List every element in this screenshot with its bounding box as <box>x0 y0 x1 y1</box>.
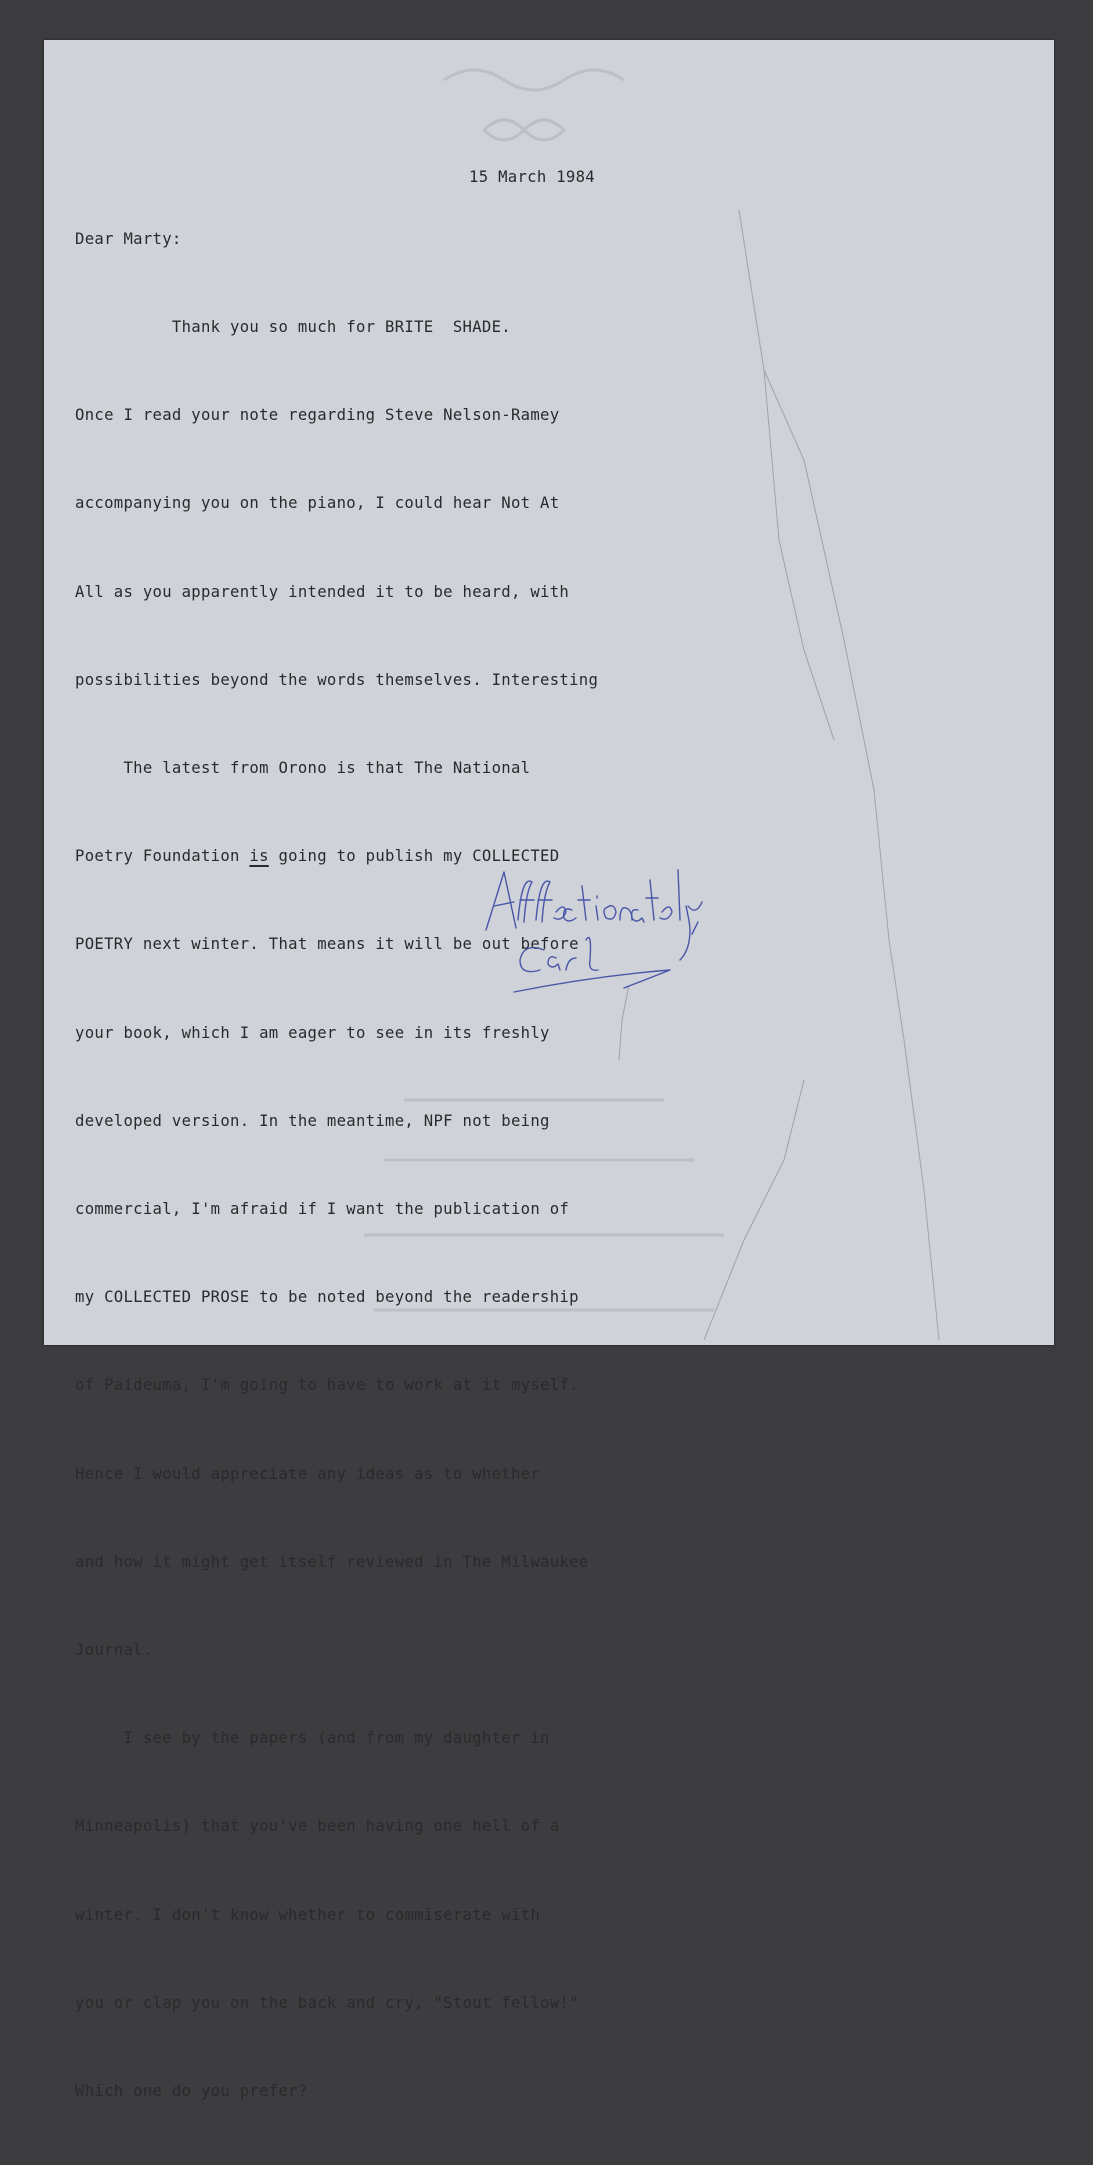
letter-line: Which one do you prefer? <box>75 2082 308 2101</box>
letter-line: Once I read your note regarding Steve Nelson-Ramey <box>75 406 560 425</box>
letter-line: and how it might get itself reviewed in The Milwaukee <box>75 1552 589 1571</box>
letter-line: POETRY next winter. That means it will be out before <box>75 935 579 954</box>
handwritten-signature <box>474 850 714 1000</box>
letter-text-fragment: going to publish my COLLECTED <box>268 847 560 866</box>
salutation: Dear Marty: <box>75 229 182 248</box>
letter-line: developed version. In the meantime, NPF not being <box>75 1111 550 1130</box>
letter-line: Journal. <box>75 1641 153 1660</box>
letter-line: your book, which I am eager to see in its freshly <box>75 1023 550 1042</box>
letter-line: Hence I would appreciate any ideas as to whether <box>75 1464 541 1483</box>
letter-line: my COLLECTED PROSE to be noted beyond the readership <box>75 1288 579 1307</box>
letter-line: of Paideuma, I'm going to have to work at it myself. <box>75 1376 579 1395</box>
letter-line: Thank you so much for BRITE SHADE. <box>75 318 511 337</box>
letter-line: All as you apparently intended it to be heard, with <box>75 582 570 601</box>
letter-body <box>75 166 775 2165</box>
letter-line: commercial, I'm afraid if I want the publication of <box>75 1200 570 1219</box>
letter-text-fragment: Poetry Foundation <box>75 847 250 866</box>
letter-line: possibilities beyond the words themselves. Interesting <box>75 670 599 689</box>
letter-date: 15 March 1984 <box>469 168 595 186</box>
letter-line: you or clap you on the back and cry, "Stout fellow!" <box>75 1993 579 2012</box>
letter-line: I see by the papers (and from my daughter in <box>75 1729 550 1748</box>
letter-page <box>44 40 1054 2101</box>
letter-line: accompanying you on the piano, I could hear Not At <box>75 494 560 513</box>
letter-line: winter. I don't know whether to commiserate with <box>75 1905 541 1924</box>
letter-line: Minneapolis) that you've been having one hell of a <box>75 1817 560 1836</box>
letter-line: The latest from Orono is that The National <box>75 759 531 778</box>
underlined-word: is <box>249 847 269 866</box>
